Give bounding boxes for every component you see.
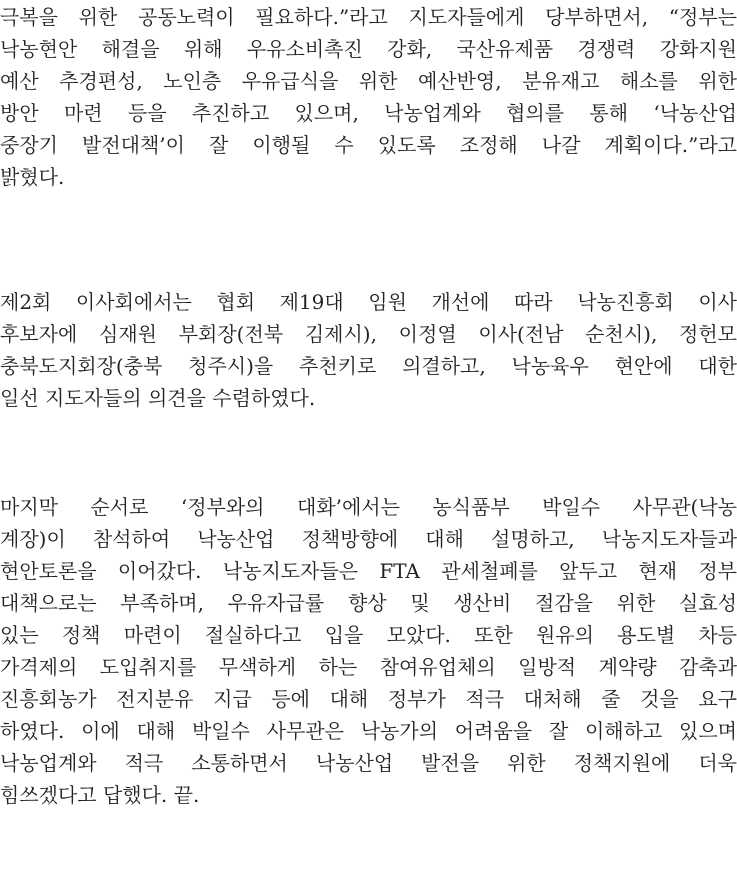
text-line: 밝혔다. [0, 165, 65, 189]
text-line: 충북도지회장(충북 청주시)을 추천키로 의결하고, 낙농육우 현안에 대한 [0, 354, 737, 378]
text-line: 극복을 위한 공동노력이 필요하다.”라고 지도자들에게 당부하면서, “정부는 [0, 5, 737, 29]
text-line: 있는 정책 마련이 절실하다고 입을 모았다. 또한 원유의 용도별 차등 [0, 623, 737, 647]
text-line: 중장기 발전대책’이 잘 이행될 수 있도록 조정해 나갈 계획이다.”라고 [0, 133, 737, 157]
text-line: 제2회 이사회에서는 협회 제19대 임원 개선에 따라 낙농진흥회 이사 [0, 290, 737, 314]
text-line: 계장)이 참석하여 낙농산업 정책방향에 대해 설명하고, 낙농지도자들과 [0, 527, 737, 551]
paragraph-3 [0, 491, 737, 811]
text-line: 진흥회농가 전지분유 지급 등에 대해 정부가 적극 대처해 줄 것을 요구 [0, 687, 737, 711]
text-line: 대책으로는 부족하며, 우유자급률 향상 및 생산비 절감을 위한 실효성 [0, 591, 737, 615]
text-line: 방안 마련 등을 추진하고 있으며, 낙농업계와 협의를 통해 ‘낙농산업 [0, 101, 737, 125]
text-line: 마지막 순서로 ‘정부와의 대화’에서는 농식품부 박일수 사무관(낙농 [0, 495, 737, 519]
text-line: 낙농업계와 적극 소통하면서 낙농산업 발전을 위한 정책지원에 더욱 [0, 751, 737, 775]
text-line: 현안토론을 이어갔다. 낙농지도자들은 FTA 관세철폐를 앞두고 현재 정부 [0, 559, 737, 583]
text-line: 후보자에 심재원 부회장(전북 김제시), 이정열 이사(전남 순천시), 정헌모 [0, 322, 737, 346]
text-line: 하였다. 이에 대해 박일수 사무관은 낙농가의 어려움을 잘 이해하고 있으며 [0, 719, 737, 743]
text-line: 힘쓰겠다고 답했다. 끝. [0, 783, 200, 807]
text-line: 일선 지도자들의 의견을 수렴하였다. [0, 386, 316, 410]
text-line: 예산 추경편성, 노인층 우유급식을 위한 예산반영, 분유재고 해소를 위한 [0, 69, 737, 93]
text-line: 낙농현안 해결을 위해 우유소비촉진 강화, 국산유제품 경쟁력 강화지원 [0, 37, 737, 61]
paragraph-1 [0, 1, 737, 193]
text-line: 가격제의 도입취지를 무색하게 하는 참여유업체의 일방적 계약량 감축과 [0, 655, 737, 679]
paragraph-2 [0, 286, 737, 414]
